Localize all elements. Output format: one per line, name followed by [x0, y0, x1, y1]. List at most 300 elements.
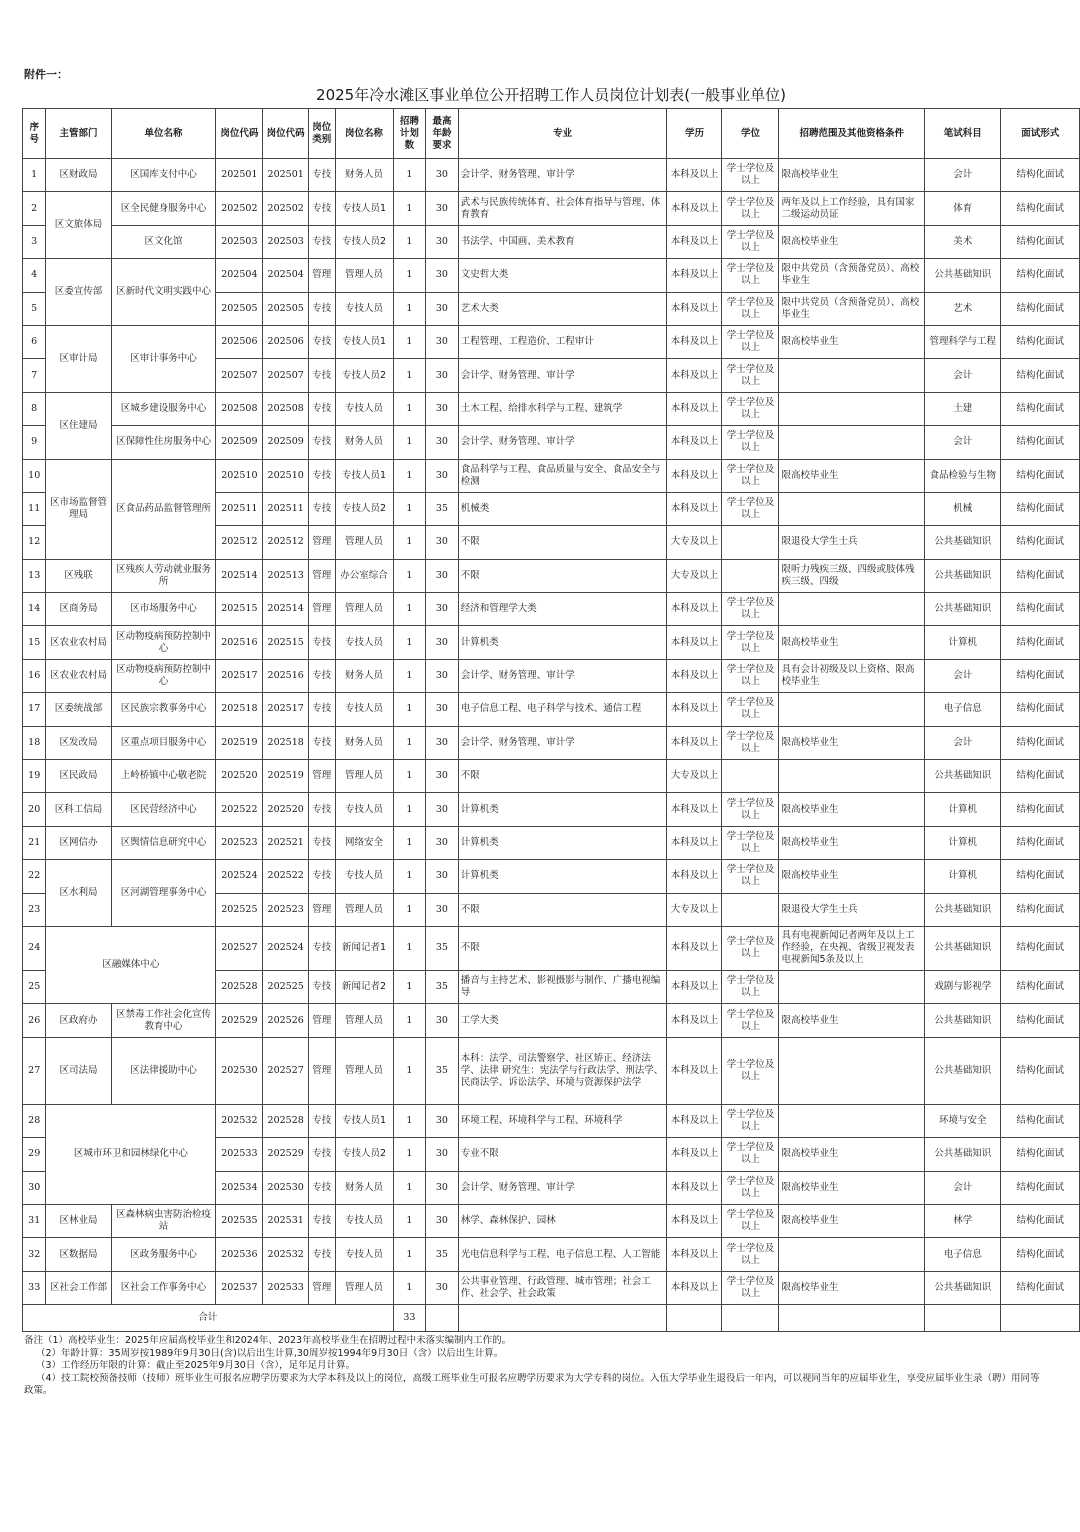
total-empty-cell	[925, 1305, 1001, 1332]
header-degree: 学位	[722, 109, 779, 159]
cell-interview: 结构化面试	[1001, 626, 1080, 659]
table-row	[23, 926, 1080, 970]
cell-age: 30	[426, 225, 459, 258]
cell-type: 专技	[309, 192, 335, 225]
cell-interview: 结构化面试	[1001, 1204, 1080, 1237]
cell-exam: 公共基础知识	[925, 1271, 1001, 1304]
cell-age: 30	[426, 626, 459, 659]
cell-unit: 区文化馆	[111, 225, 216, 258]
cell-name: 专技人员2	[335, 225, 393, 258]
cell-major: 不限	[458, 926, 667, 970]
cell-code: 202524	[216, 860, 263, 893]
cell-scope: 限高校毕业生	[779, 860, 925, 893]
cell-unit: 区审计事务中心	[111, 325, 216, 392]
cell-count: 1	[393, 793, 426, 826]
cell-type: 专技	[309, 225, 335, 258]
cell-interview: 结构化面试	[1001, 459, 1080, 492]
cell-age: 30	[426, 893, 459, 926]
cell-dept: 区网信办	[46, 826, 111, 859]
cell-seq: 32	[23, 1238, 46, 1271]
cell-major: 食品科学与工程、食品质量与安全、食品安全与检测	[458, 459, 667, 492]
cell-seq: 16	[23, 659, 46, 692]
cell-seq: 13	[23, 559, 46, 592]
cell-edu: 本科及以上	[667, 970, 722, 1003]
cell-dept: 区审计局	[46, 325, 111, 392]
cell-dept: 区司法局	[46, 1037, 111, 1104]
cell-seq: 33	[23, 1271, 46, 1304]
cell-code2: 202503	[263, 225, 309, 258]
cell-code2: 202518	[263, 726, 309, 759]
cell-code: 202523	[216, 826, 263, 859]
cell-seq: 21	[23, 826, 46, 859]
table-row	[23, 159, 1080, 192]
cell-name: 管理人员	[335, 259, 393, 292]
cell-interview: 结构化面试	[1001, 1037, 1080, 1104]
cell-scope: 限中共党员（含预备党员）、高校毕业生	[779, 292, 925, 325]
cell-count: 1	[393, 1138, 426, 1171]
cell-major: 不限	[458, 893, 667, 926]
cell-edu: 本科及以上	[667, 1271, 722, 1304]
cell-scope: 限高校毕业生	[779, 826, 925, 859]
header-post-type: 岗位类别	[309, 109, 335, 159]
cell-interview: 结构化面试	[1001, 726, 1080, 759]
cell-interview: 结构化面试	[1001, 259, 1080, 292]
cell-age: 35	[426, 926, 459, 970]
cell-exam: 计算机	[925, 860, 1001, 893]
cell-code: 202506	[216, 325, 263, 358]
cell-major: 会计学、财务管理、审计学	[458, 159, 667, 192]
cell-interview: 结构化面试	[1001, 659, 1080, 692]
cell-name: 财务人员	[335, 1171, 393, 1204]
cell-type: 专技	[309, 426, 335, 459]
cell-interview: 结构化面试	[1001, 325, 1080, 358]
cell-dept: 区委宣传部	[46, 259, 111, 326]
cell-major: 工程管理、工程造价、工程审计	[458, 325, 667, 358]
cell-code2: 202511	[263, 492, 309, 525]
cell-count: 1	[393, 1037, 426, 1104]
header-post-name: 岗位名称	[335, 109, 393, 159]
cell-interview: 结构化面试	[1001, 593, 1080, 626]
cell-exam: 环境与安全	[925, 1104, 1001, 1137]
cell-degree: 学士学位及以上	[722, 359, 779, 392]
cell-code: 202525	[216, 893, 263, 926]
cell-name: 管理人员	[335, 1004, 393, 1037]
cell-count: 1	[393, 159, 426, 192]
table-row	[23, 1037, 1080, 1104]
cell-degree: 学士学位及以上	[722, 259, 779, 292]
cell-code2: 202508	[263, 392, 309, 425]
cell-scope: 限高校毕业生	[779, 1204, 925, 1237]
cell-dept: 区文旅体局	[46, 192, 111, 259]
cell-type: 专技	[309, 392, 335, 425]
cell-count: 1	[393, 1271, 426, 1304]
cell-unit: 区动物疫病预防控制中心	[111, 659, 216, 692]
cell-type: 专技	[309, 970, 335, 1003]
cell-seq: 8	[23, 392, 46, 425]
cell-count: 1	[393, 359, 426, 392]
cell-degree: 学士学位及以上	[722, 426, 779, 459]
cell-code2: 202515	[263, 626, 309, 659]
cell-seq: 15	[23, 626, 46, 659]
cell-code2: 202504	[263, 259, 309, 292]
cell-major: 会计学、财务管理、审计学	[458, 426, 667, 459]
cell-interview: 结构化面试	[1001, 760, 1080, 793]
cell-scope: 限中共党员（含预备党员）、高校毕业生	[779, 259, 925, 292]
cell-name: 办公室综合	[335, 559, 393, 592]
cell-exam: 林学	[925, 1204, 1001, 1237]
cell-type: 专技	[309, 726, 335, 759]
cell-scope: 限高校毕业生	[779, 459, 925, 492]
cell-major: 艺术大类	[458, 292, 667, 325]
header-exam: 笔试科目	[925, 109, 1001, 159]
cell-dept: 区发改局	[46, 726, 111, 759]
cell-type: 管理	[309, 559, 335, 592]
cell-edu: 本科及以上	[667, 192, 722, 225]
cell-age: 30	[426, 659, 459, 692]
table-row	[23, 826, 1080, 859]
cell-unit: 区国库支付中心	[111, 159, 216, 192]
cell-code2: 202522	[263, 860, 309, 893]
cell-edu: 本科及以上	[667, 159, 722, 192]
cell-name: 财务人员	[335, 726, 393, 759]
cell-exam: 计算机	[925, 626, 1001, 659]
cell-scope	[779, 970, 925, 1003]
cell-seq: 4	[23, 259, 46, 292]
note-line: （4）技工院校预备技师（技师）班毕业生可报名应聘学历要求为大学本科及以上的岗位，高级工班毕业生可报名应聘学历要求为大学专科的岗位。入伍大学毕业生退役后一年内，可以视同当年的应届毕业生，享受应届毕业生录（聘）用同等	[36, 1372, 1040, 1384]
cell-code: 202520	[216, 760, 263, 793]
cell-edu: 本科及以上	[667, 793, 722, 826]
cell-major: 会计学、财务管理、审计学	[458, 1171, 667, 1204]
cell-degree: 学士学位及以上	[722, 793, 779, 826]
cell-name: 管理人员	[335, 893, 393, 926]
table-row	[23, 192, 1080, 225]
cell-age: 30	[426, 1171, 459, 1204]
table-row	[23, 1104, 1080, 1137]
cell-count: 1	[393, 392, 426, 425]
cell-count: 1	[393, 1238, 426, 1271]
cell-interview: 结构化面试	[1001, 559, 1080, 592]
cell-dept: 区林业局	[46, 1204, 111, 1237]
cell-edu: 本科及以上	[667, 492, 722, 525]
cell-interview: 结构化面试	[1001, 1171, 1080, 1204]
cell-unit: 区法律援助中心	[111, 1037, 216, 1104]
cell-age: 35	[426, 492, 459, 525]
cell-count: 1	[393, 325, 426, 358]
table-row	[23, 1004, 1080, 1037]
cell-count: 1	[393, 1204, 426, 1237]
cell-degree: 学士学位及以上	[722, 225, 779, 258]
cell-scope: 限高校毕业生	[779, 159, 925, 192]
cell-age: 30	[426, 1204, 459, 1237]
cell-code: 202519	[216, 726, 263, 759]
cell-edu: 本科及以上	[667, 392, 722, 425]
cell-type: 专技	[309, 926, 335, 970]
table-row	[23, 426, 1080, 459]
cell-exam: 公共基础知识	[925, 259, 1001, 292]
cell-age: 30	[426, 1104, 459, 1137]
cell-interview: 结构化面试	[1001, 292, 1080, 325]
note-line: （3）工作经历年限的计算：截止至2025年9月30日（含），足年足月计算。	[36, 1360, 356, 1371]
header-dept: 主管部门	[46, 109, 111, 159]
table-row	[23, 1204, 1080, 1237]
cell-type: 管理	[309, 1037, 335, 1104]
cell-seq: 11	[23, 492, 46, 525]
cell-count: 1	[393, 593, 426, 626]
cell-dept: 区融媒体中心	[46, 926, 216, 1003]
cell-code2: 202527	[263, 1037, 309, 1104]
cell-unit: 区民族宗教事务中心	[111, 693, 216, 726]
cell-count: 1	[393, 893, 426, 926]
cell-dept: 区城市环卫和园林绿化中心	[46, 1104, 216, 1204]
cell-degree: 学士学位及以上	[722, 926, 779, 970]
cell-unit: 区市场服务中心	[111, 593, 216, 626]
cell-code2: 202519	[263, 760, 309, 793]
cell-name: 网络安全	[335, 826, 393, 859]
cell-degree: 学士学位及以上	[722, 392, 779, 425]
cell-edu: 本科及以上	[667, 860, 722, 893]
table-row	[23, 593, 1080, 626]
cell-dept: 区商务局	[46, 593, 111, 626]
total-empty-cell	[1001, 1305, 1080, 1332]
cell-age: 30	[426, 793, 459, 826]
cell-edu: 本科及以上	[667, 1104, 722, 1137]
cell-exam: 公共基础知识	[925, 559, 1001, 592]
cell-age: 30	[426, 726, 459, 759]
cell-exam: 公共基础知识	[925, 760, 1001, 793]
cell-code: 202533	[216, 1138, 263, 1171]
note-line: （2）年龄计算：35周岁按1989年9月30日(含)以后出生计算,30周岁按1994年9月30日（含）以后出生计算。	[36, 1347, 504, 1359]
cell-type: 专技	[309, 492, 335, 525]
total-empty-cell	[426, 1305, 459, 1332]
cell-code2: 202531	[263, 1204, 309, 1237]
cell-count: 1	[393, 1004, 426, 1037]
cell-interview: 结构化面试	[1001, 426, 1080, 459]
cell-degree: 学士学位及以上	[722, 159, 779, 192]
cell-exam: 美术	[925, 225, 1001, 258]
cell-name: 专技人员	[335, 793, 393, 826]
cell-unit: 区动物疫病预防控制中心	[111, 626, 216, 659]
cell-unit: 区残疾人劳动就业服务所	[111, 559, 216, 592]
cell-dept: 区民政局	[46, 760, 111, 793]
cell-seq: 10	[23, 459, 46, 492]
cell-exam: 艺术	[925, 292, 1001, 325]
cell-count: 1	[393, 426, 426, 459]
cell-code2: 202528	[263, 1104, 309, 1137]
cell-code2: 202514	[263, 593, 309, 626]
cell-code2: 202533	[263, 1271, 309, 1304]
cell-dept: 区残联	[46, 559, 111, 592]
cell-major: 文史哲大类	[458, 259, 667, 292]
cell-major: 电子信息工程、电子科学与技术、通信工程	[458, 693, 667, 726]
cell-unit: 区政务服务中心	[111, 1238, 216, 1271]
cell-code: 202512	[216, 526, 263, 559]
cell-count: 1	[393, 970, 426, 1003]
cell-scope: 限退役大学生士兵	[779, 526, 925, 559]
cell-seq: 24	[23, 926, 46, 970]
cell-edu: 本科及以上	[667, 1171, 722, 1204]
cell-unit: 区食品药品监督管理所	[111, 459, 216, 559]
cell-type: 专技	[309, 359, 335, 392]
cell-count: 1	[393, 626, 426, 659]
table-row	[23, 259, 1080, 292]
cell-degree	[722, 760, 779, 793]
cell-name: 专技人员2	[335, 1138, 393, 1171]
cell-edu: 本科及以上	[667, 225, 722, 258]
cell-edu: 本科及以上	[667, 359, 722, 392]
cell-interview: 结构化面试	[1001, 526, 1080, 559]
cell-name: 财务人员	[335, 426, 393, 459]
cell-dept: 区住建局	[46, 392, 111, 459]
cell-code2: 202524	[263, 926, 309, 970]
cell-major: 林学、森林保护、园林	[458, 1204, 667, 1237]
cell-scope: 具有会计初级及以上资格、限高校毕业生	[779, 659, 925, 692]
cell-age: 30	[426, 526, 459, 559]
cell-interview: 结构化面试	[1001, 359, 1080, 392]
cell-exam: 计算机	[925, 793, 1001, 826]
cell-count: 1	[393, 659, 426, 692]
cell-exam: 食品检验与生物	[925, 459, 1001, 492]
cell-unit: 区新时代文明实践中心	[111, 259, 216, 326]
cell-seq: 27	[23, 1037, 46, 1104]
cell-type: 专技	[309, 860, 335, 893]
attachment-label: 附件一：	[24, 68, 68, 81]
cell-seq: 1	[23, 159, 46, 192]
cell-degree	[722, 893, 779, 926]
cell-major: 工学大类	[458, 1004, 667, 1037]
cell-interview: 结构化面试	[1001, 225, 1080, 258]
cell-unit: 区民营经济中心	[111, 793, 216, 826]
cell-exam: 公共基础知识	[925, 593, 1001, 626]
cell-code: 202536	[216, 1238, 263, 1271]
cell-seq: 28	[23, 1104, 46, 1137]
cell-interview: 结构化面试	[1001, 1104, 1080, 1137]
header-unit: 单位名称	[111, 109, 216, 159]
cell-scope	[779, 593, 925, 626]
cell-count: 1	[393, 926, 426, 970]
cell-name: 专技人员	[335, 392, 393, 425]
cell-degree: 学士学位及以上	[722, 970, 779, 1003]
cell-dept: 区农业农村局	[46, 659, 111, 692]
cell-type: 专技	[309, 1171, 335, 1204]
cell-seq: 22	[23, 860, 46, 893]
cell-type: 管理	[309, 760, 335, 793]
cell-unit: 上岭桥镇中心敬老院	[111, 760, 216, 793]
cell-edu: 大专及以上	[667, 893, 722, 926]
cell-code: 202530	[216, 1037, 263, 1104]
cell-exam: 会计	[925, 426, 1001, 459]
cell-scope	[779, 426, 925, 459]
cell-count: 1	[393, 292, 426, 325]
cell-edu: 本科及以上	[667, 459, 722, 492]
cell-exam: 公共基础知识	[925, 1138, 1001, 1171]
cell-type: 专技	[309, 693, 335, 726]
total-label: 合计	[23, 1305, 394, 1332]
cell-major: 计算机类	[458, 793, 667, 826]
cell-interview: 结构化面试	[1001, 1271, 1080, 1304]
cell-seq: 29	[23, 1138, 46, 1171]
cell-seq: 17	[23, 693, 46, 726]
cell-exam: 公共基础知识	[925, 1037, 1001, 1104]
cell-code2: 202520	[263, 793, 309, 826]
cell-degree: 学士学位及以上	[722, 292, 779, 325]
cell-major: 武术与民族传统体育、社会体育指导与管理、体育教育	[458, 192, 667, 225]
cell-code: 202509	[216, 426, 263, 459]
cell-code: 202537	[216, 1271, 263, 1304]
cell-age: 35	[426, 970, 459, 1003]
table-header-row	[23, 109, 1080, 159]
cell-degree: 学士学位及以上	[722, 1138, 779, 1171]
header-interview: 面试形式	[1001, 109, 1080, 159]
cell-name: 专技人员	[335, 292, 393, 325]
recruitment-table	[22, 108, 1080, 1332]
cell-name: 专技人员	[335, 693, 393, 726]
cell-degree: 学士学位及以上	[722, 492, 779, 525]
cell-type: 管理	[309, 259, 335, 292]
cell-scope: 限高校毕业生	[779, 726, 925, 759]
table-row	[23, 693, 1080, 726]
cell-interview: 结构化面试	[1001, 1238, 1080, 1271]
cell-exam: 会计	[925, 659, 1001, 692]
cell-edu: 本科及以上	[667, 292, 722, 325]
cell-age: 30	[426, 1138, 459, 1171]
table-row	[23, 793, 1080, 826]
cell-code2: 202502	[263, 192, 309, 225]
cell-major: 机械类	[458, 492, 667, 525]
cell-edu: 本科及以上	[667, 1138, 722, 1171]
cell-scope	[779, 693, 925, 726]
cell-scope: 两年及以上工作经验，具有国家二级运动员证	[779, 192, 925, 225]
total-empty-cell	[722, 1305, 779, 1332]
cell-edu: 本科及以上	[667, 693, 722, 726]
cell-interview: 结构化面试	[1001, 826, 1080, 859]
cell-degree: 学士学位及以上	[722, 1037, 779, 1104]
cell-scope: 限退役大学生士兵	[779, 893, 925, 926]
cell-exam: 公共基础知识	[925, 893, 1001, 926]
cell-type: 管理	[309, 1004, 335, 1037]
cell-count: 1	[393, 559, 426, 592]
cell-major: 书法学、中国画、美术教育	[458, 225, 667, 258]
cell-type: 专技	[309, 459, 335, 492]
table-row	[23, 760, 1080, 793]
cell-edu: 本科及以上	[667, 926, 722, 970]
table-row	[23, 626, 1080, 659]
cell-edu: 本科及以上	[667, 1004, 722, 1037]
cell-edu: 本科及以上	[667, 726, 722, 759]
cell-seq: 18	[23, 726, 46, 759]
total-empty-cell	[667, 1305, 722, 1332]
cell-code: 202503	[216, 225, 263, 258]
cell-degree: 学士学位及以上	[722, 593, 779, 626]
cell-count: 1	[393, 526, 426, 559]
cell-major: 公共事业管理、行政管理、城市管理；社会工作、社会学、社会政策	[458, 1271, 667, 1304]
cell-age: 30	[426, 1004, 459, 1037]
note-line: 政策。	[24, 1385, 53, 1396]
cell-name: 专技人员2	[335, 492, 393, 525]
cell-code2: 202509	[263, 426, 309, 459]
cell-edu: 本科及以上	[667, 626, 722, 659]
table-row	[23, 392, 1080, 425]
cell-unit: 区社会工作事务中心	[111, 1271, 216, 1304]
cell-scope	[779, 760, 925, 793]
cell-age: 30	[426, 459, 459, 492]
cell-exam: 公共基础知识	[925, 926, 1001, 970]
cell-dept: 区科工信局	[46, 793, 111, 826]
cell-unit: 区全民健身服务中心	[111, 192, 216, 225]
cell-count: 1	[393, 192, 426, 225]
cell-interview: 结构化面试	[1001, 1138, 1080, 1171]
cell-dept: 区政府办	[46, 1004, 111, 1037]
cell-count: 1	[393, 860, 426, 893]
